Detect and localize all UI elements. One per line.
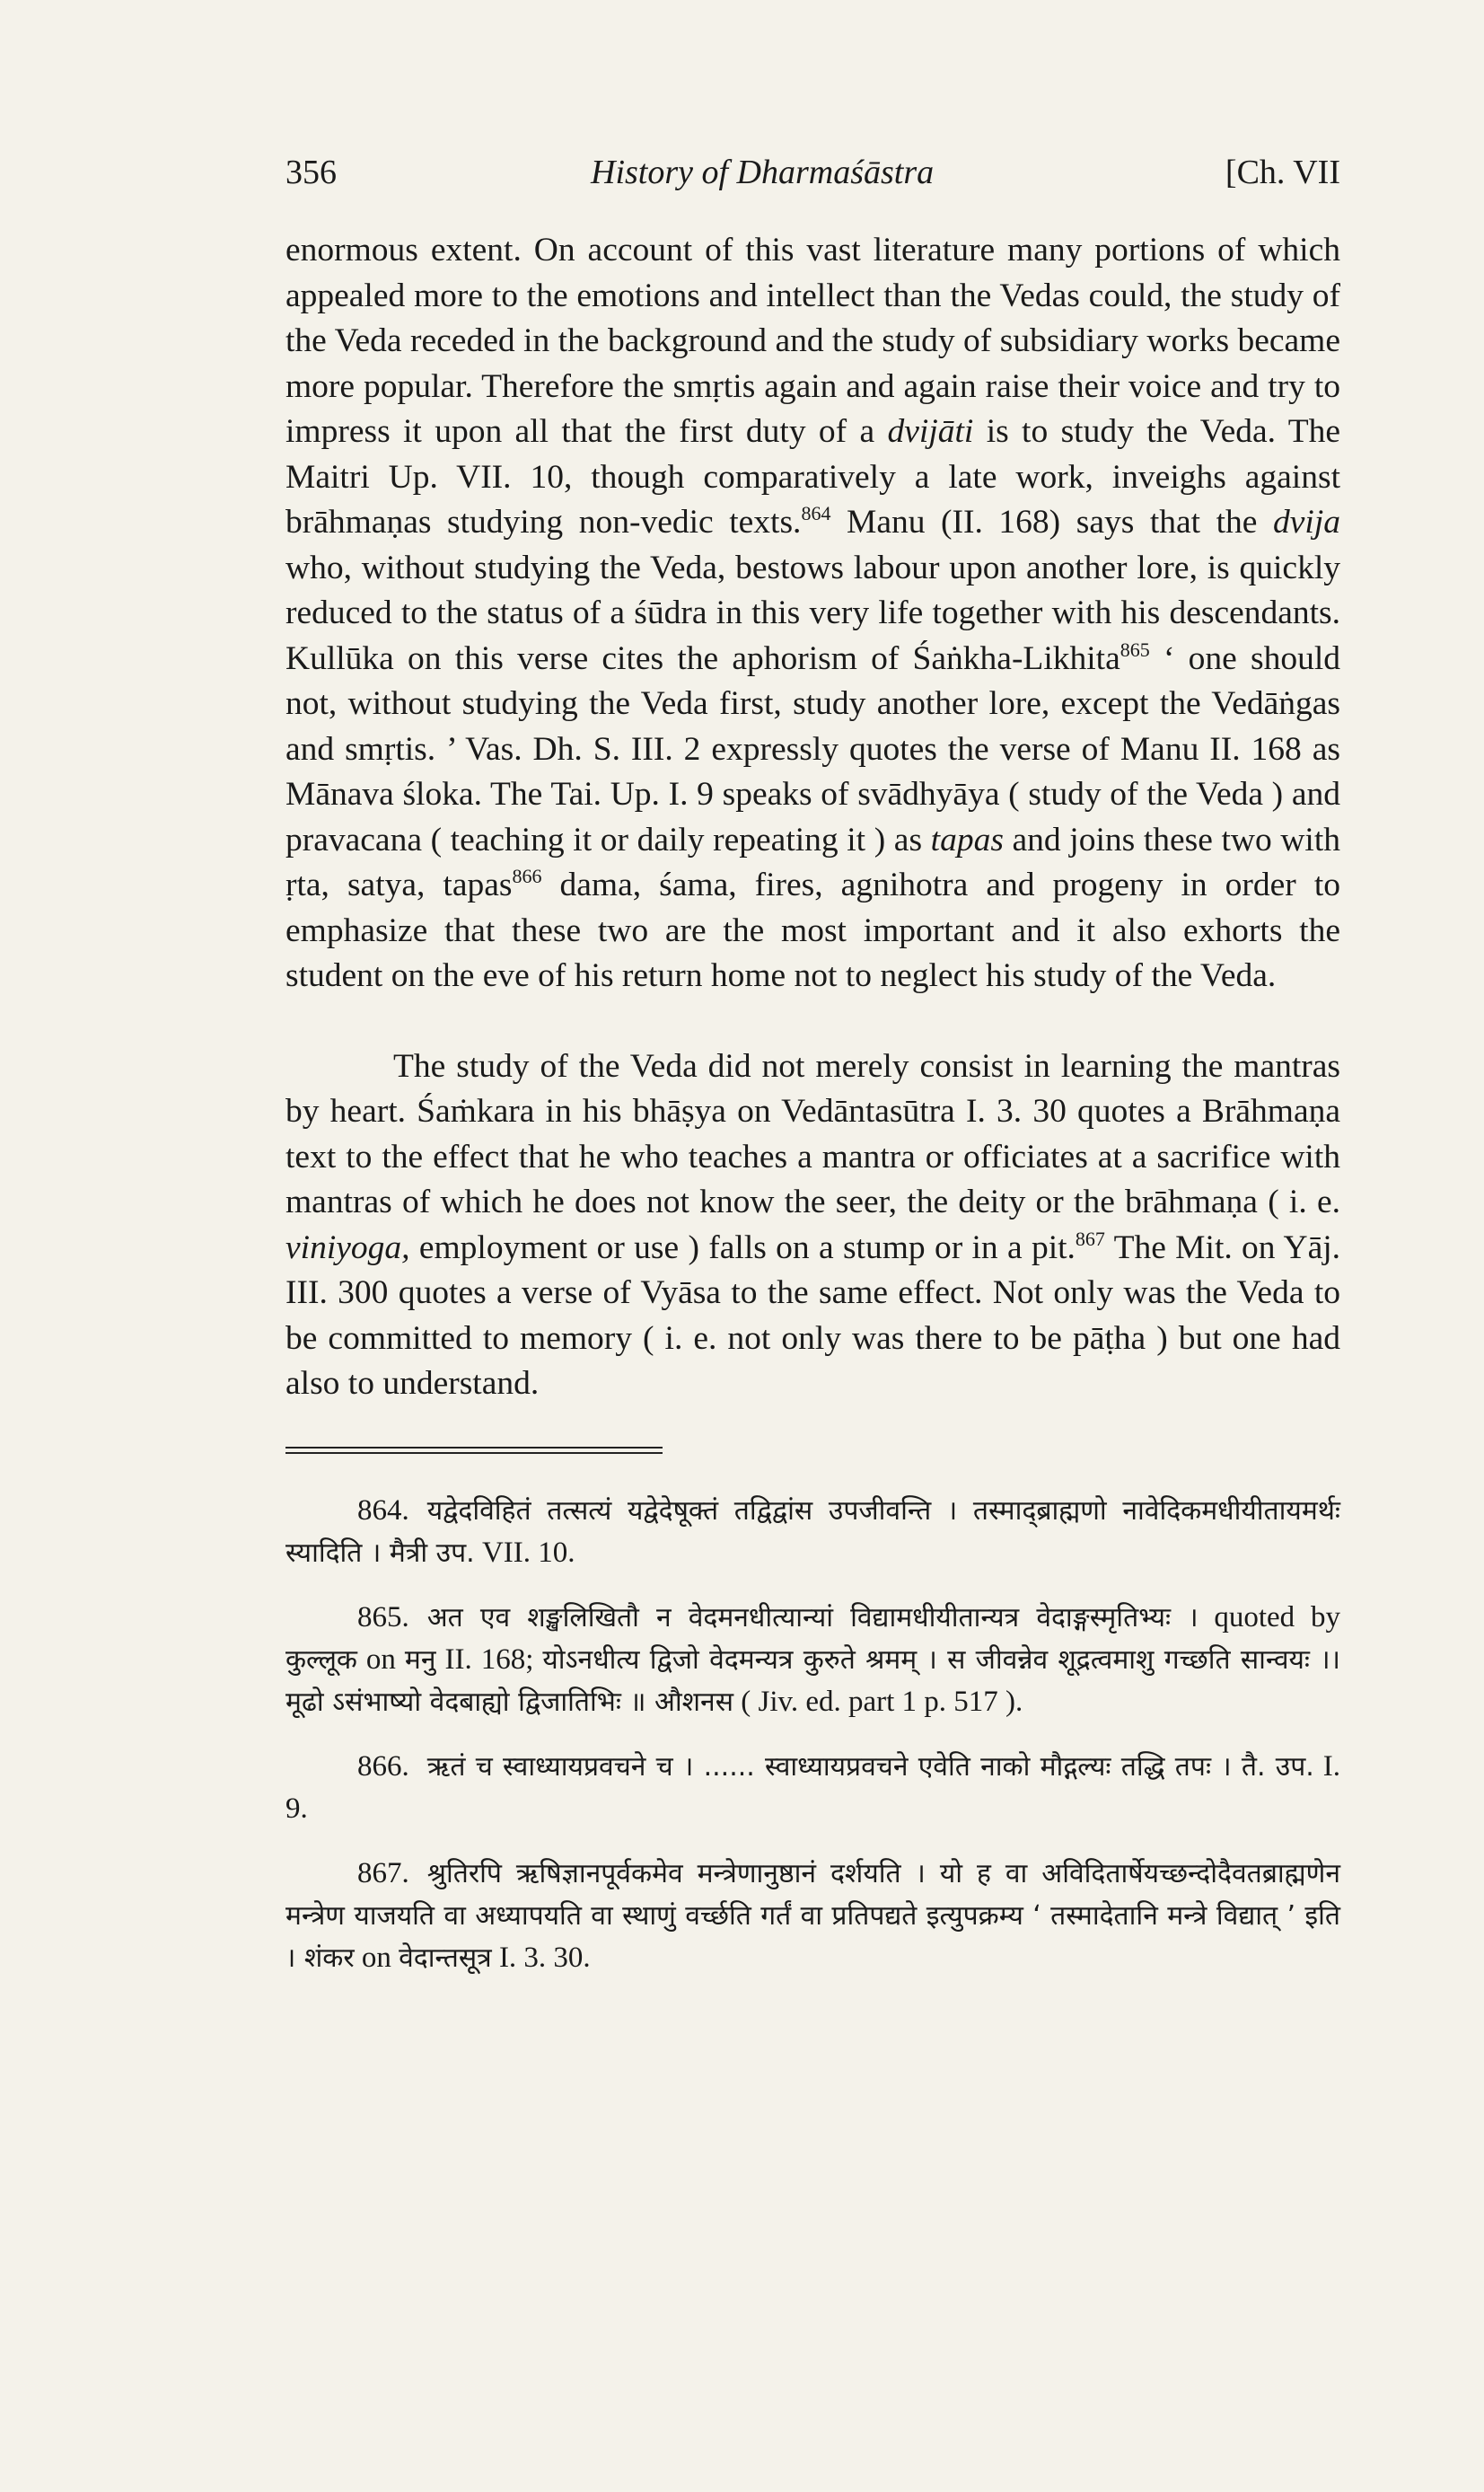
text-run: who, without studying the Veda, bestows labour upon another lore, is quickly reduced to the status of a śūdra in this very life together with his descendants. Kullūka on this verse cites the aphorism of Śaṅkha-Likhita (285, 549, 1340, 677)
footnote-number: 865. (357, 1600, 409, 1633)
text-run: II. 168; (435, 1642, 543, 1676)
footnote-865 (285, 1597, 1340, 1723)
text-run: Manu (II. 168) says that the (830, 504, 1274, 541)
italic-term: dvija (1273, 504, 1340, 541)
footnote-ref-867[interactable]: 867 (1075, 1227, 1105, 1250)
sanskrit-text: योऽनधीत्य द्विजो वेदमन्यत्र कुरुते श्रमम् । स जीवन्नेव शूद्रत्वमाशु गच्छति सान्वयः ।। मूढो ऽसंभाष्यो वेदबाह्यो द्विजातिभिः ॥ औशनस (285, 1643, 1340, 1718)
footnote-number: 866. (357, 1749, 409, 1783)
sanskrit-text: वेदान्तसूत्र (399, 1942, 492, 1974)
body-text (285, 228, 1340, 1407)
running-head (285, 144, 1340, 198)
text-run: employment or use ) falls on a stump or in a pit. (409, 1228, 1076, 1266)
italic-term: tapas (930, 821, 1004, 859)
footnote-864 (285, 1490, 1340, 1574)
text-run: I. 9. (285, 1749, 1340, 1825)
footnote-867 (285, 1853, 1340, 1979)
text-run: and joins these two with ṛta, satya, tapas (285, 821, 1340, 903)
text-run: The Mit. on Yāj. III. 300 quotes a verse of Vyāsa to the same effect. Not only was the Veda to be committed to memory ( i. e. not only was there to be pāṭha ) but one had also to understand. (285, 1228, 1341, 1402)
text-run: The study of the Veda did not merely consist in learning the mantras by heart. Śaṁkara in his bhāṣya on Vedāntasūtra I. 3. 30 quotes a Brāhmaṇa text to the effect that he who teaches a mantra or officiates at a sacrifice with mantras of which he does not know the seer, the deity or the brāhmaṇa ( i. e. (285, 1047, 1340, 1220)
sanskrit-text: यद्वेदविहितं तत्सत्यं यद्वेदेषूक्तं तद्विद्वांस उपजीवन्ति । तस्माद्ब्राह्मणो नावेदिकमधीयीतायमर्थः स्यादिति । मैत्री उप. (285, 1494, 1340, 1569)
text-run: ( Jiv. ed. part 1 p. 517 ). (733, 1685, 1023, 1718)
book-title: History of Dharmaśāstra (591, 154, 935, 191)
italic-term: dvijāti (887, 413, 974, 450)
footnote-ref-865[interactable]: 865 (1120, 638, 1150, 661)
text-run: is to study the Veda. The Maitri Up. VII. 10, though comparatively a late work, inveighs against brāhmaṇas studying non-vedic texts. (285, 413, 1340, 541)
footnote-rule (285, 1447, 663, 1454)
chapter-label: [Ch. VII (1225, 154, 1340, 191)
footnotes (285, 1490, 1340, 1979)
footnote-ref-864[interactable]: 864 (801, 502, 831, 524)
paragraph-1 (285, 228, 1340, 999)
footnote-number: 864. (357, 1493, 409, 1527)
sanskrit-text: मनु (404, 1643, 436, 1676)
text-run: enormous extent. On account of this vast literature many portions of which appealed more to the emotions and intellect than the Vedas could, the study of the Veda receded in the background and the study of subsidiary works became more popular. Therefore the smṛtis again and again raise their voice and try to impress it upon all that the first duty of a (285, 232, 1340, 450)
text-run: VII. 10. (474, 1536, 575, 1569)
footnote-ref-866[interactable]: 866 (512, 865, 542, 887)
page-number: 356 (285, 154, 337, 191)
sanskrit-text: ऋतं च स्वाध्यायप्रवचने च । ...... स्वाध्यायप्रवचने एवेति नाको मौद्गल्यः तद्धि तपः । तै. उप. (426, 1750, 1314, 1783)
text-run: on (356, 1642, 405, 1676)
footnote-number: 867. (357, 1856, 409, 1889)
paragraph-gap (285, 999, 1340, 1044)
sanskrit-text: कुल्लूक (285, 1643, 357, 1676)
page (285, 144, 1340, 2002)
italic-term: viniyoga, (285, 1228, 410, 1266)
sanskrit-text: श्रुतिरपि ऋषिज्ञानपूर्वकमेव मन्त्रेणानुष्ठानं दर्शयति । यो ह वा अविदितार्षेयच्छन्दोदैवतब्राह्मणेन मन्त्रेण याजयति वा अध्यापयति वा स्थाणुं वर्च्छति गर्तं वा प्रतिपद्यते इत्युपक्रम्य ‘ तस्मादेतानि मन्त्रे विद्यात् ’ इति । शंकर (285, 1857, 1340, 1974)
text-run: I. 3. 30. (491, 1941, 591, 1974)
footnote-866 (285, 1746, 1340, 1830)
text-run: ‘ one should not, without studying the Veda first, study another lore, except the Vedāṅgas and smṛtis. ’ Vas. Dh. S. III. 2 expressly quotes the verse of Manu II. 168 as Mānava śloka. The Tai. Up. I. 9 speaks of svādhyāya ( study of the Veda ) and pravacana ( teaching it or daily repeating it ) as (285, 639, 1340, 859)
text-run: dama, śama, fires, agnihotra and progeny in order to emphasize that these two are the most important and it also exhorts the student on the eve of his return home not to neglect his study of the Veda. (285, 867, 1340, 994)
text-run: quoted by (1198, 1600, 1340, 1633)
sanskrit-text: अत एव शङ्खलिखितौ न वेदमनधीत्यान्यां विद्यामधीयीतान्यत्र वेदाङ्गस्मृतिभ्यः । (426, 1601, 1199, 1633)
paragraph-2 (285, 1044, 1340, 1407)
text-run: on (354, 1941, 400, 1974)
